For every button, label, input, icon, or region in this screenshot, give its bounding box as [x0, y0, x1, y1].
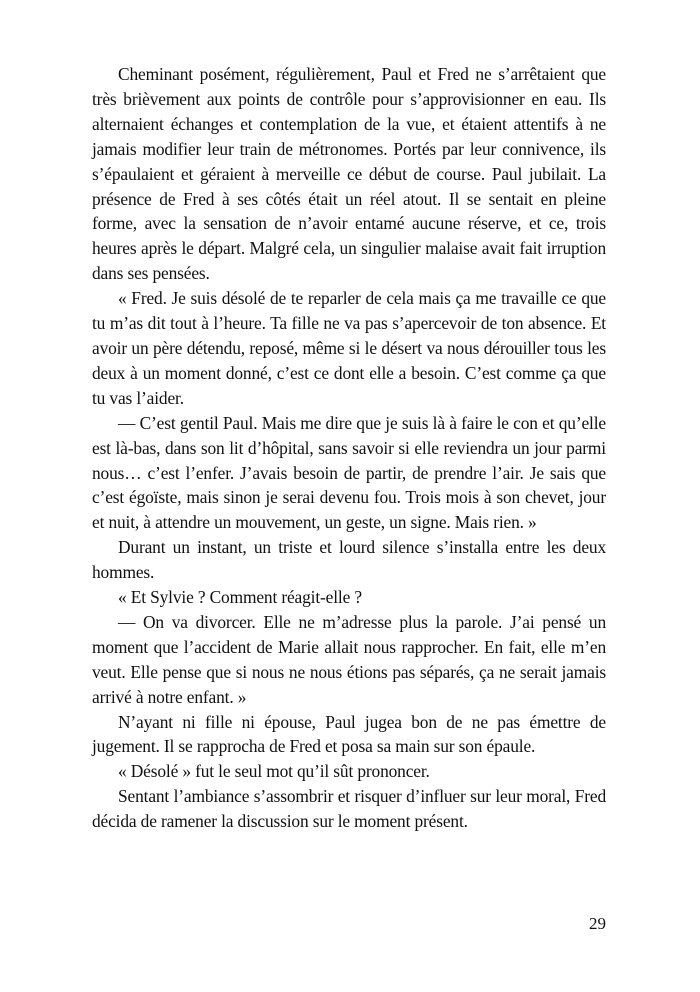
paragraph: « Fred. Je suis désolé de te reparler de cela mais ça me travaille ce que tu m’as dit tout à l’heure. Ta fille ne va pas s’apercevoir de ton absence. Et avoir un père détendu, reposé, même si le désert va nous dérouiller tous les deux à un moment donné, c’est ce dont elle a besoin. C’est comme ça que tu vas l’aider.: [92, 288, 606, 408]
paragraph: — C’est gentil Paul. Mais me dire que je suis là à faire le con et qu’elle est là-bas, dans son lit d’hôpital, sans savoir si elle reviendra un jour parmi nous… c’est l’enfer. J’avais besoin de partir, de prendre l’air. Je sais que c’est égoïste, mais sinon je serai devenu fou. Trois mois à son chevet, jour et nuit, à attendre un mouvement, un geste, un signe. Mais rien. »: [92, 412, 606, 533]
body-text: [92, 62, 606, 834]
paragraph: « Et Sylvie ? Comment réagit-elle ?: [118, 587, 362, 608]
paragraph: — On va divorcer. Elle ne m’adresse plus la parole. J’ai pensé un moment que l’accident de Marie allait nous rapprocher. En fait, elle m’en veut. Elle pense que si nous ne nous étions pas séparés, ça ne serait jamais arrivé à notre enfant. »: [92, 611, 606, 707]
paragraph: Durant un instant, un triste et lourd silence s’installa entre les deux hommes.: [92, 537, 606, 583]
paragraph: N’ayant ni fille ni épouse, Paul jugea bon de ne pas émettre de jugement. Il se rapprocha de Fred et posa sa main sur son épaule.: [92, 711, 606, 757]
paragraph: Cheminant posément, régulièrement, Paul et Fred ne s’arrêtaient que très brièvement aux points de contrôle pour s’approvisionner en eau. Ils alternaient échanges et contemplation de la vue, et étaient attentifs à ne jamais modifier leur train de métronomes. Portés par leur connivence, ils s’épaulaient et géraient à merveille ce début de course. Paul jubilait. La présence de Fred à ses côtés était un réel atout. Il se sentait en pleine forme, avec la sensation de n’avoir entamé aucune réserve, et ce, trois heures après le départ. Malgré cela, un singulier malaise avait fait irruption dans ses pensées.: [92, 64, 606, 284]
paragraph: « Désolé » fut le seul mot qu’il sût prononcer.: [118, 761, 430, 782]
page-number: 29: [589, 914, 606, 933]
paragraph: Sentant l’ambiance s’assombrir et risquer d’influer sur leur moral, Fred décida de ramener la discussion sur le moment présent.: [92, 786, 606, 832]
